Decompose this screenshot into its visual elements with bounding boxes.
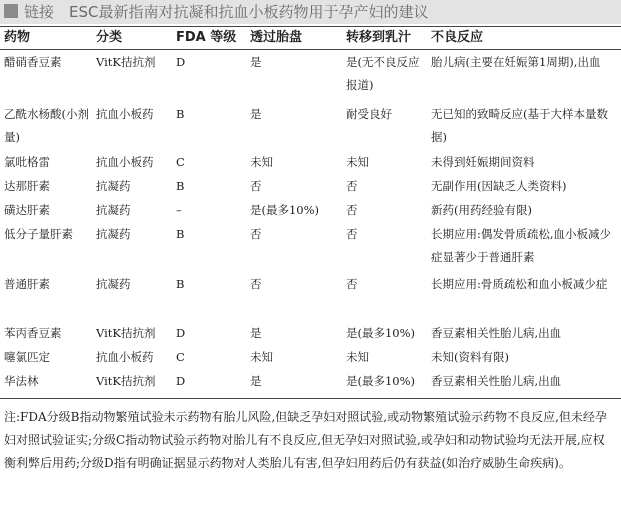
header-square-icon (4, 4, 18, 18)
cell-drug: 华法林 (4, 374, 39, 388)
cell-adverse: 胎儿病(主要在妊娠第1周期),出血 (431, 55, 601, 69)
cell-fda: B (176, 179, 185, 193)
cell-adverse: 长期应用:偶发骨质疏松,血小板减少症显著少于普通肝素 (431, 227, 612, 264)
cell-drug: 低分子量肝素 (4, 227, 73, 241)
cell-placenta: 是(最多10%) (250, 203, 320, 217)
cell-fda: D (176, 374, 186, 388)
cell-placenta: 是 (250, 326, 262, 340)
cell-fda: B (176, 277, 185, 291)
column-header-drug: 药物 (4, 30, 31, 45)
column-header-fda: FDA 等级 (176, 30, 237, 45)
cell-milk: 是(最多10%) (346, 326, 416, 340)
cell-adverse: 长期应用:骨质疏松和血小板减少症 (431, 277, 608, 291)
cell-milk: 未知 (346, 350, 369, 364)
cell-milk: 否 (346, 203, 358, 217)
cell-placenta: 是 (250, 107, 262, 121)
cell-class: 抗血小板药 (96, 107, 154, 121)
cell-fda: D (176, 326, 186, 340)
cell-drug: 达那肝素 (4, 179, 50, 193)
table-header-rule (0, 49, 621, 50)
cell-adverse: 无已知的致畸反应(基于大样本量数据) (431, 107, 608, 144)
cell-fda: – (176, 203, 182, 217)
cell-class: 抗血小板药 (96, 350, 154, 364)
column-header-adverse: 不良反应 (431, 30, 484, 45)
cell-placenta: 是 (250, 55, 262, 69)
cell-class: 抗血小板药 (96, 155, 154, 169)
cell-milk: 否 (346, 179, 358, 193)
cell-class: 抗凝药 (96, 203, 131, 217)
cell-fda: D (176, 55, 186, 69)
cell-class: VitK拮抗剂 (96, 374, 156, 388)
cell-fda: B (176, 107, 185, 121)
cell-fda: C (176, 155, 185, 169)
cell-fda: B (176, 227, 185, 241)
cell-milk: 否 (346, 227, 358, 241)
table-top-rule (0, 26, 621, 27)
column-header-milk: 转移到乳汁 (346, 30, 412, 45)
cell-milk: 否 (346, 277, 358, 291)
cell-class: 抗凝药 (96, 227, 131, 241)
table-bottom-rule (0, 398, 621, 399)
cell-class: VitK拮抗剂 (96, 55, 156, 69)
column-header-placenta: 透过胎盘 (250, 30, 303, 45)
cell-milk: 是(最多10%) (346, 374, 416, 388)
cell-drug: 噻氯匹定 (4, 350, 50, 364)
header-title: 链接 ESC最新指南对抗凝和抗血小板药物用于孕产妇的建议 (24, 3, 429, 21)
cell-class: 抗凝药 (96, 179, 131, 193)
cell-placenta: 否 (250, 179, 262, 193)
cell-milk: 是(无不良反应报道) (346, 55, 420, 92)
cell-fda: C (176, 350, 185, 364)
cell-placenta: 否 (250, 277, 262, 291)
cell-placenta: 未知 (250, 155, 273, 169)
footnote: 注:FDA分级B指动物繁殖试验未示药物有胎儿风险,但缺乏孕妇对照试验,或动物繁殖试验示药物不良反应,但未经孕妇对照试验证实;分级C指动物试验示药物对胎儿有不良反应,但无孕妇对照试验,或孕妇和动物试验均无法开展,应权衡利弊后用药;分级D指有明确证据显示药物对人类胎儿有害,但孕妇用药后仍有获益(如治疗威胁生命疾病)。 (4, 410, 607, 470)
column-header-class: 分类 (96, 30, 123, 45)
cell-class: VitK拮抗剂 (96, 326, 156, 340)
cell-milk: 未知 (346, 155, 369, 169)
cell-class: 抗凝药 (96, 277, 131, 291)
cell-drug: 乙酰水杨酸(小剂量) (4, 107, 89, 144)
cell-drug: 普通肝素 (4, 277, 50, 291)
cell-adverse: 香豆素相关性胎儿病,出血 (431, 326, 562, 340)
cell-adverse: 香豆素相关性胎儿病,出血 (431, 374, 562, 388)
cell-adverse: 新药(用药经验有限) (431, 203, 532, 217)
cell-adverse: 无副作用(因缺乏人类资料) (431, 179, 567, 193)
cell-adverse: 未得到妊娠期间资料 (431, 155, 535, 169)
header-bar (0, 0, 621, 24)
cell-placenta: 是 (250, 374, 262, 388)
cell-drug: 磺达肝素 (4, 203, 50, 217)
cell-drug: 氯吡格雷 (4, 155, 50, 169)
cell-drug: 苯丙香豆素 (4, 326, 62, 340)
cell-placenta: 未知 (250, 350, 273, 364)
cell-milk: 耐受良好 (346, 107, 392, 121)
cell-drug: 醋硝香豆素 (4, 55, 62, 69)
cell-placenta: 否 (250, 227, 262, 241)
cell-adverse: 未知(资料有限) (431, 350, 509, 364)
